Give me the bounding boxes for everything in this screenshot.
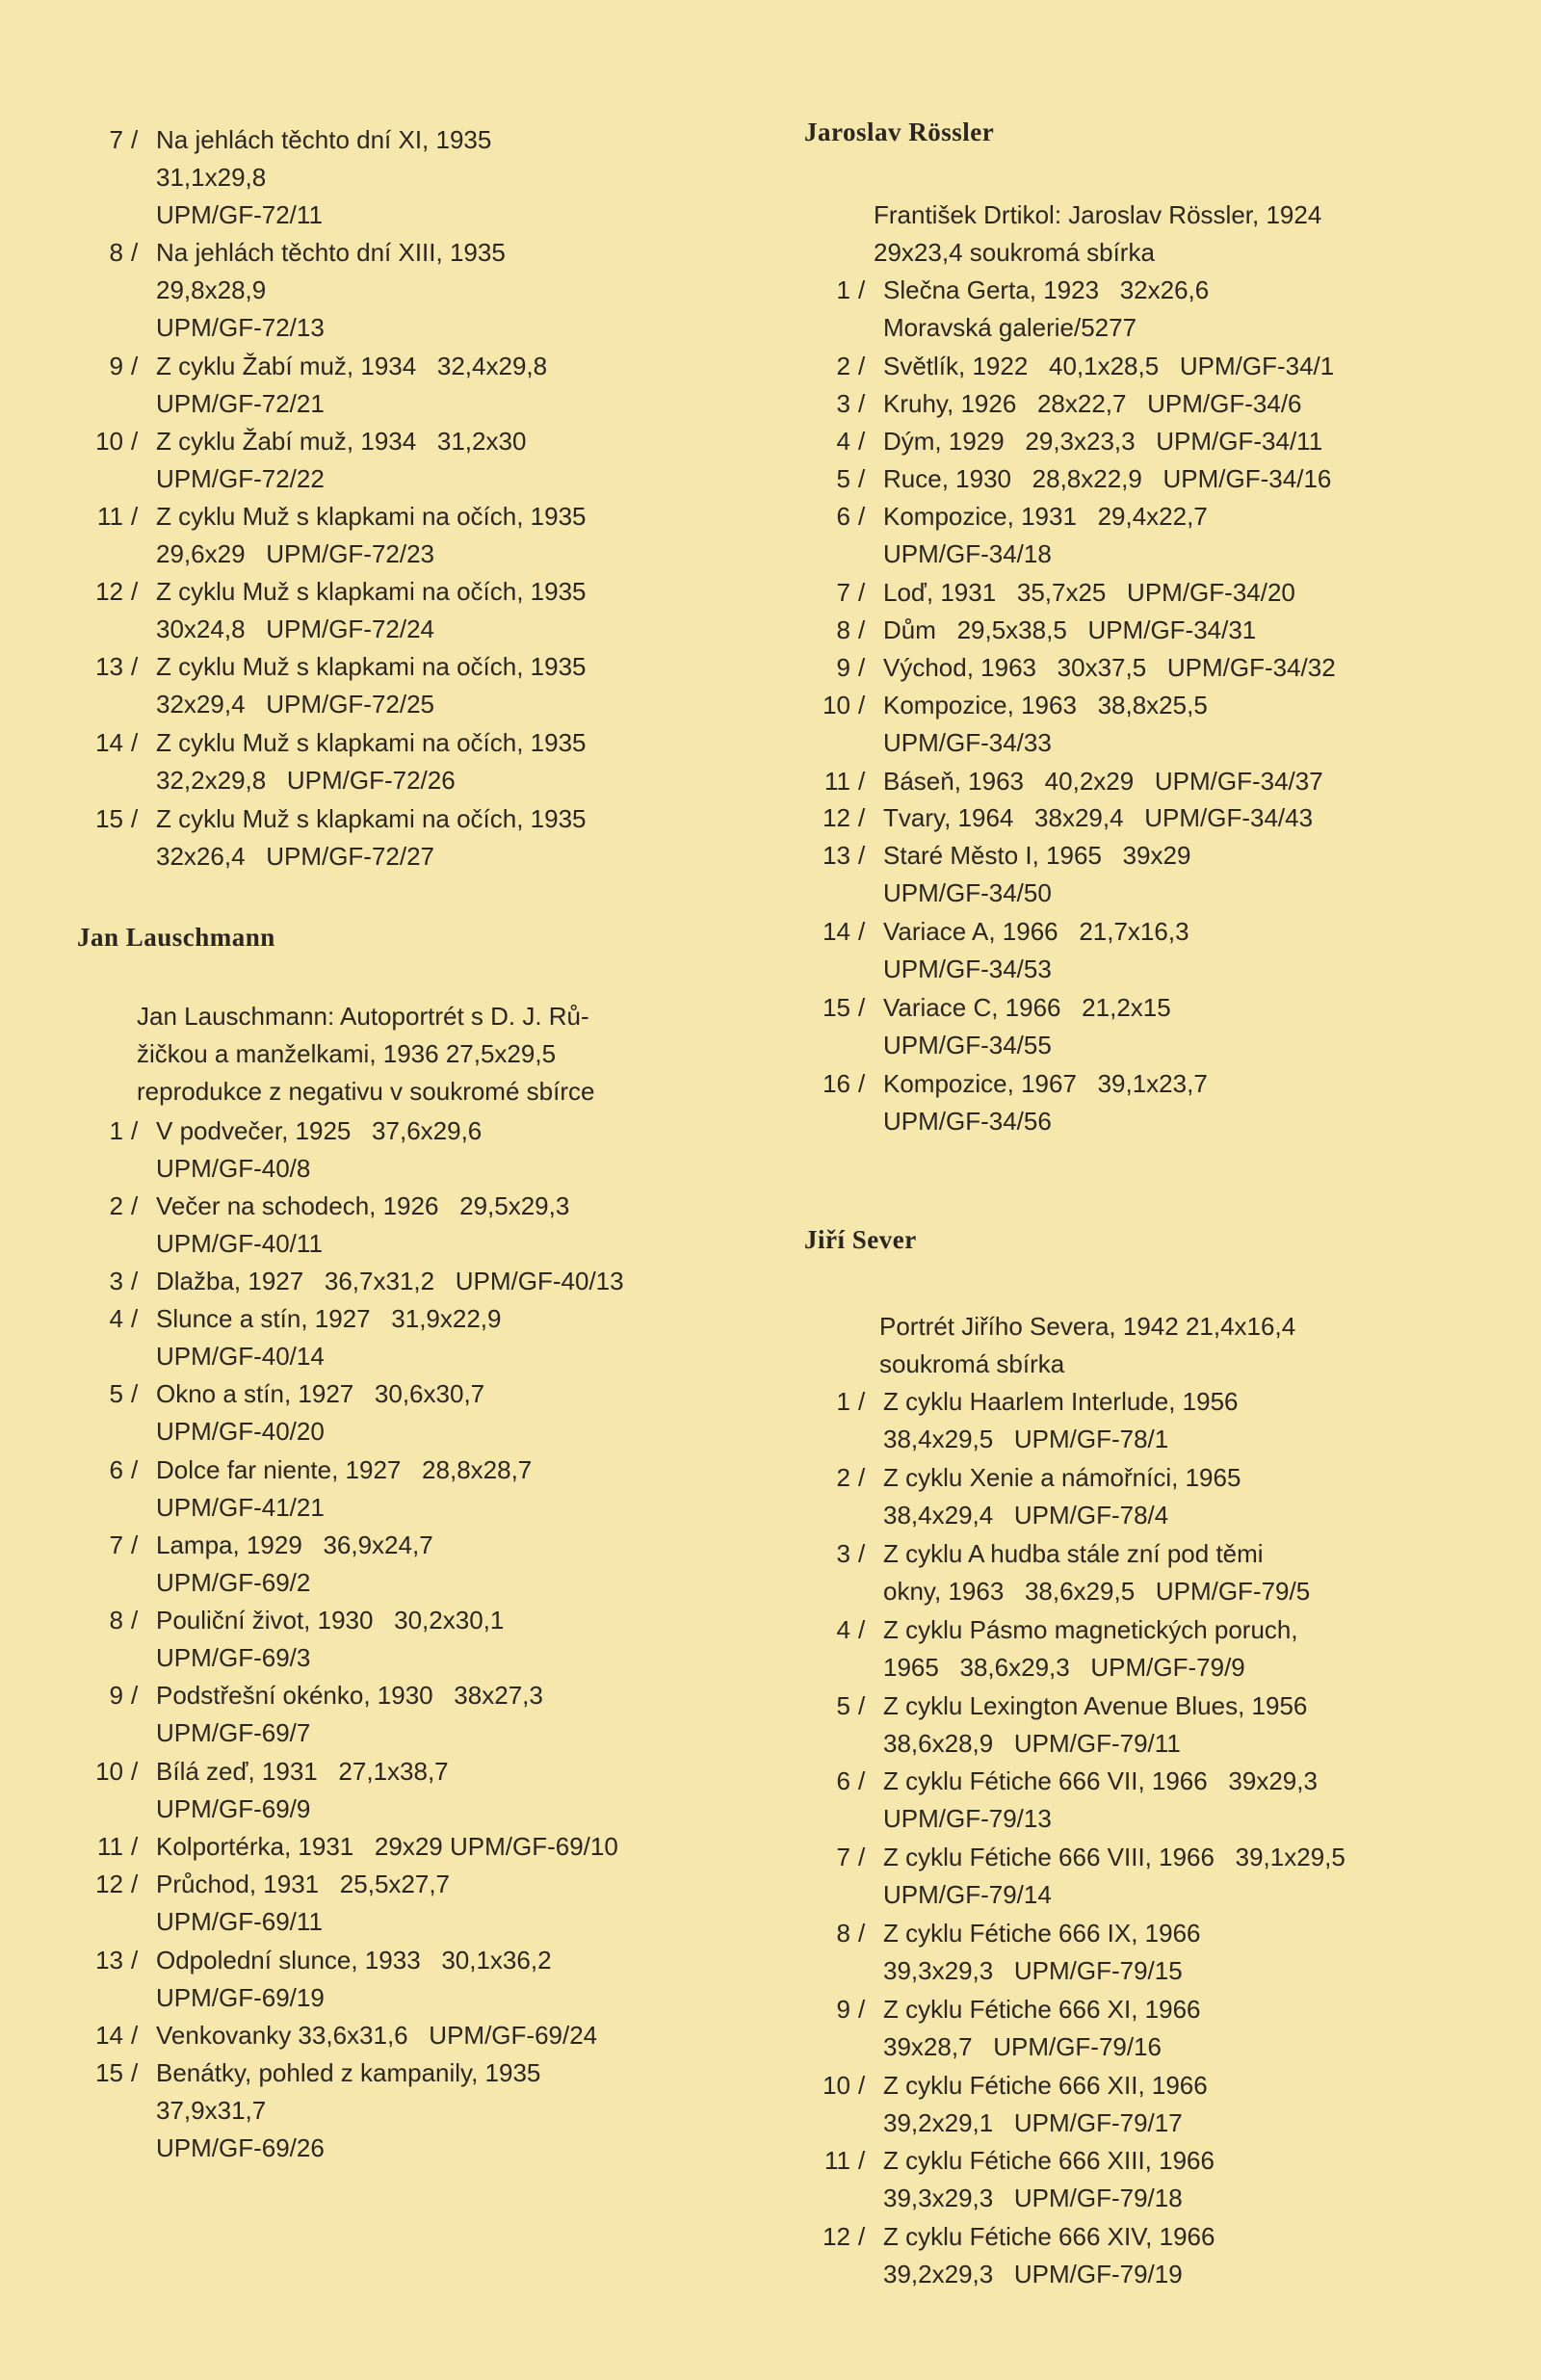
- entry-number: 9: [836, 1995, 850, 2024]
- entry-separator: /: [858, 427, 866, 456]
- entry-title: Z cyklu Žabí muž, 1934 32,4x29,8: [156, 352, 548, 380]
- entry-separator: /: [858, 1069, 866, 1098]
- entry-number: 12: [95, 577, 123, 606]
- entry-number: 7: [109, 1530, 123, 1559]
- entry-title: Dolce far niente, 1927 28,8x28,7: [156, 1455, 533, 1484]
- entry-number: 10: [95, 427, 123, 456]
- entry-separator: /: [858, 615, 866, 644]
- entry-title: Z cyklu Haarlem Interlude, 1956: [883, 1387, 1239, 1416]
- entry-title: Z cyklu A hudba stále zní pod těmi: [883, 1539, 1264, 1568]
- entry-separator: /: [858, 917, 866, 946]
- entry-separator: /: [131, 728, 139, 757]
- entry-separator: /: [131, 1870, 139, 1898]
- entry-title: Z cyklu Muž s klapkami na očích, 1935: [156, 804, 587, 833]
- entry-title: Světlík, 1922 40,1x28,5 UPM/GF-34/1: [883, 352, 1335, 380]
- entry-title: Východ, 1963 30x37,5 UPM/GF-34/32: [883, 653, 1336, 682]
- entry-title: Z cyklu Žabí muž, 1934 31,2x30: [156, 427, 527, 456]
- entry-number: 8: [109, 238, 123, 267]
- entry-detail: 32x29,4 UPM/GF-72/25: [156, 690, 435, 719]
- entry-number: 4: [109, 1304, 123, 1333]
- entry-separator: /: [858, 1387, 866, 1416]
- entry-number: 8: [836, 1919, 850, 1948]
- entry-number: 6: [836, 502, 850, 531]
- entry-title: Okno a stín, 1927 30,6x30,7: [156, 1379, 485, 1408]
- entry-separator: /: [131, 502, 139, 531]
- entry-separator: /: [858, 464, 866, 493]
- entry-number: 10: [823, 2071, 850, 2100]
- entry-separator: /: [858, 2071, 866, 2100]
- entry-title: Z cyklu Fétiche 666 XII, 1966: [883, 2071, 1208, 2100]
- entry-separator: /: [858, 691, 866, 719]
- entry-number: 1: [836, 1387, 850, 1416]
- entry-title: Z cyklu Muž s klapkami na očích, 1935: [156, 577, 587, 606]
- entry-number: 9: [109, 1681, 123, 1710]
- entry-separator: /: [858, 2146, 866, 2175]
- entry-detail: UPM/GF-69/3: [156, 1643, 311, 1672]
- entry-separator: /: [131, 1455, 139, 1484]
- entry-number: 14: [95, 728, 123, 757]
- entry-number: 12: [95, 1870, 123, 1898]
- entry-detail: UPM/GF-72/21: [156, 389, 325, 418]
- entry-detail: UPM/GF-72/13: [156, 313, 325, 342]
- entry-separator: /: [858, 502, 866, 531]
- entry-number: 3: [836, 1539, 850, 1568]
- entry-separator: /: [131, 1267, 139, 1295]
- entry-number: 3: [836, 389, 850, 418]
- entry-detail: UPM/GF-34/18: [883, 539, 1052, 568]
- entry-title: Večer na schodech, 1926 29,5x29,3: [156, 1191, 570, 1220]
- entry-number: 7: [836, 578, 850, 607]
- entry-number: 8: [836, 615, 850, 644]
- entry-title: Báseň, 1963 40,2x29 UPM/GF-34/37: [883, 767, 1323, 796]
- entry-number: 15: [95, 2058, 123, 2087]
- entry-title: Slunce a stín, 1927 31,9x22,9: [156, 1304, 502, 1333]
- entry-number: 1: [109, 1116, 123, 1145]
- entry-title: Dlažba, 1927 36,7x31,2 UPM/GF-40/13: [156, 1267, 624, 1295]
- entry-title: Z cyklu Fétiche 666 IX, 1966: [883, 1919, 1201, 1948]
- entry-detail: 32x26,4 UPM/GF-72/27: [156, 842, 435, 871]
- entry-separator: /: [858, 389, 866, 418]
- entry-separator: /: [131, 1530, 139, 1559]
- entry-detail: okny, 1963 38,6x29,5 UPM/GF-79/5: [883, 1577, 1311, 1606]
- entry-title: Tvary, 1964 38x29,4 UPM/GF-34/43: [883, 803, 1314, 832]
- entry-separator: /: [858, 1539, 866, 1568]
- intro-line: 29x23,4 soukromá sbírka: [874, 238, 1155, 267]
- entry-detail: 38,6x28,9 UPM/GF-79/11: [883, 1729, 1181, 1758]
- entry-number: 6: [836, 1766, 850, 1795]
- entry-detail: Moravská galerie/5277: [883, 313, 1137, 342]
- section-heading-lauschmann: Jan Lauschmann: [77, 923, 275, 952]
- section-heading-sever: Jiří Sever: [804, 1225, 917, 1254]
- entry-title: V podvečer, 1925 37,6x29,6: [156, 1116, 483, 1145]
- entry-detail: UPM/GF-79/13: [883, 1804, 1052, 1833]
- entry-title: Z cyklu Xenie a námořníci, 1965: [883, 1463, 1241, 1492]
- entry-number: 5: [836, 464, 850, 493]
- entry-number: 10: [823, 691, 850, 719]
- entry-separator: /: [858, 2222, 866, 2251]
- entry-separator: /: [858, 1919, 866, 1948]
- entry-number: 8: [109, 1606, 123, 1635]
- entry-detail: 39,3x29,3 UPM/GF-79/18: [883, 2184, 1183, 2212]
- entry-number: 15: [823, 993, 850, 1022]
- entry-title: Podstřešní okénko, 1930 38x27,3: [156, 1681, 543, 1710]
- entry-number: 11: [824, 2146, 850, 2175]
- entry-detail: UPM/GF-79/14: [883, 1880, 1052, 1909]
- entry-title: Ruce, 1930 28,8x22,9 UPM/GF-34/16: [883, 464, 1332, 493]
- entry-detail: 39,3x29,3 UPM/GF-79/15: [883, 1956, 1183, 1985]
- entry-title: Kruhy, 1926 28x22,7 UPM/GF-34/6: [883, 389, 1302, 418]
- entry-title: Staré Město I, 1965 39x29: [883, 841, 1191, 870]
- entry-number: 3: [109, 1267, 123, 1295]
- entry-number: 14: [95, 2021, 123, 2050]
- entry-detail: 32,2x29,8 UPM/GF-72/26: [156, 766, 456, 795]
- entry-separator: /: [858, 275, 866, 304]
- entry-separator: /: [858, 803, 866, 832]
- entry-separator: /: [131, 1304, 139, 1333]
- entry-detail: UPM/GF-34/56: [883, 1107, 1052, 1136]
- entry-detail: UPM/GF-34/33: [883, 728, 1052, 757]
- intro-line: žičkou a manželkami, 1936 27,5x29,5: [137, 1039, 557, 1068]
- entry-detail: 39,2x29,1 UPM/GF-79/17: [883, 2108, 1183, 2137]
- entry-separator: /: [131, 1191, 139, 1220]
- entry-number: 13: [823, 841, 850, 870]
- entry-number: 7: [836, 1843, 850, 1871]
- entry-number: 11: [97, 502, 123, 531]
- entry-detail: UPM/GF-69/26: [156, 2133, 325, 2162]
- entry-detail: UPM/GF-40/8: [156, 1154, 311, 1183]
- entry-title: Z cyklu Fétiche 666 XIV, 1966: [883, 2222, 1215, 2251]
- entry-title: Benátky, pohled z kampanily, 1935: [156, 2058, 541, 2087]
- entry-detail: 38,4x29,5 UPM/GF-78/1: [883, 1425, 1169, 1453]
- entry-detail: UPM/GF-69/19: [156, 1983, 325, 2012]
- entry-separator: /: [858, 1995, 866, 2024]
- intro-line: František Drtikol: Jaroslav Rössler, 1924: [874, 200, 1322, 229]
- entry-detail: UPM/GF-40/20: [156, 1417, 325, 1446]
- entry-title: Z cyklu Fétiche 666 XIII, 1966: [883, 2146, 1215, 2175]
- entry-separator: /: [858, 352, 866, 380]
- entry-detail: UPM/GF-34/50: [883, 878, 1052, 907]
- entry-title: Dým, 1929 29,3x23,3 UPM/GF-34/11: [883, 427, 1323, 456]
- entry-separator: /: [131, 2021, 139, 2050]
- entry-detail: UPM/GF-34/53: [883, 955, 1052, 983]
- entry-title: Variace C, 1966 21,2x15: [883, 993, 1171, 1022]
- entry-separator: /: [131, 577, 139, 606]
- entry-detail: UPM/GF-41/21: [156, 1493, 325, 1522]
- entry-separator: /: [131, 1832, 139, 1861]
- entry-title: Z cyklu Muž s klapkami na očích, 1935: [156, 652, 587, 681]
- entry-title: Kolportérka, 1931 29x29 UPM/GF-69/10: [156, 1832, 618, 1861]
- entry-number: 5: [109, 1379, 123, 1408]
- rossler-intro: [874, 196, 1321, 272]
- entry-detail: UPM/GF-72/22: [156, 464, 325, 493]
- entry-title: Z cyklu Pásmo magnetických poruch,: [883, 1615, 1298, 1644]
- entry-number: 13: [95, 1946, 123, 1975]
- entry-detail: 39x28,7 UPM/GF-79/16: [883, 2032, 1162, 2061]
- entry-separator: /: [131, 427, 139, 456]
- entry-separator: /: [131, 1757, 139, 1786]
- entry-number: 16: [823, 1069, 850, 1098]
- entry-separator: /: [858, 841, 866, 870]
- entry-title: Odpolední slunce, 1933 30,1x36,2: [156, 1946, 552, 1975]
- intro-line: reprodukce z negativu v soukromé sbírce: [137, 1077, 595, 1106]
- entry-separator: /: [131, 1379, 139, 1408]
- entry-title: Průchod, 1931 25,5x27,7: [156, 1870, 451, 1898]
- entry-separator: /: [131, 1946, 139, 1975]
- entry-title: Z cyklu Fétiche 666 VII, 1966 39x29,3: [883, 1766, 1318, 1795]
- entry-title: Venkovanky 33,6x31,6 UPM/GF-69/24: [156, 2021, 598, 2050]
- entry-number: 14: [823, 917, 850, 946]
- entry-separator: /: [858, 1615, 866, 1644]
- entry-number: 12: [823, 803, 850, 832]
- entry-number: 7: [109, 125, 123, 154]
- intro-line: soukromá sbírka: [879, 1349, 1065, 1378]
- entry-number: 6: [109, 1455, 123, 1484]
- entry-separator: /: [858, 653, 866, 682]
- entry-number: 13: [95, 652, 123, 681]
- entry-number: 15: [95, 804, 123, 833]
- entry-detail: 30x24,8 UPM/GF-72/24: [156, 615, 435, 643]
- entry-title: Z cyklu Muž s klapkami na očích, 1935: [156, 728, 587, 757]
- intro-line: Portrét Jiřího Severa, 1942 21,4x16,4: [879, 1312, 1296, 1341]
- entry-detail: UPM/GF-72/11: [156, 200, 323, 229]
- entry-title: Z cyklu Muž s klapkami na očích, 1935: [156, 502, 587, 531]
- entry-separator: /: [858, 1463, 866, 1492]
- entry-detail: UPM/GF-40/14: [156, 1342, 325, 1371]
- entry-detail: 38,4x29,4 UPM/GF-78/4: [883, 1501, 1169, 1530]
- entry-separator: /: [131, 1681, 139, 1710]
- entry-separator: /: [858, 993, 866, 1022]
- entry-separator: /: [131, 804, 139, 833]
- entry-separator: /: [858, 1691, 866, 1720]
- entry-detail: 31,1x29,8: [156, 163, 267, 192]
- entry-separator: /: [858, 1766, 866, 1795]
- entry-detail: UPM/GF-69/7: [156, 1718, 311, 1747]
- entry-detail: 29,8x28,9: [156, 275, 267, 304]
- entry-number: 4: [836, 427, 850, 456]
- entry-detail: UPM/GF-40/11: [156, 1229, 323, 1258]
- entry-detail: 1965 38,6x29,3 UPM/GF-79/9: [883, 1653, 1245, 1682]
- entry-number: 9: [109, 352, 123, 380]
- entry-separator: /: [131, 125, 139, 154]
- entry-separator: /: [131, 1116, 139, 1145]
- entry-title: Slečna Gerta, 1923 32x26,6: [883, 275, 1210, 304]
- entry-title: Bílá zeď, 1931 27,1x38,7: [156, 1757, 449, 1786]
- entry-title: Na jehlách těchto dní XIII, 1935: [156, 238, 506, 267]
- entry-detail: UPM/GF-69/11: [156, 1907, 323, 1936]
- entry-title: Kompozice, 1967 39,1x23,7: [883, 1069, 1208, 1098]
- entry-separator: /: [858, 767, 866, 796]
- entry-separator: /: [858, 578, 866, 607]
- entry-title: Lampa, 1929 36,9x24,7: [156, 1530, 433, 1559]
- entry-title: Kompozice, 1931 29,4x22,7: [883, 502, 1208, 531]
- entry-title: Na jehlách těchto dní XI, 1935: [156, 125, 492, 154]
- entry-number: 9: [836, 653, 850, 682]
- entry-number: 1: [836, 275, 850, 304]
- entry-detail: 29,6x29 UPM/GF-72/23: [156, 539, 435, 568]
- entry-separator: /: [858, 1843, 866, 1871]
- entry-number: 5: [836, 1691, 850, 1720]
- entry-number: 2: [836, 1463, 850, 1492]
- entry-detail: UPM/GF-69/9: [156, 1794, 311, 1823]
- entry-number: 4: [836, 1615, 850, 1644]
- entry-detail: UPM/GF-34/55: [883, 1031, 1052, 1059]
- sever-intro: [879, 1308, 1295, 1383]
- entry-title: Z cyklu Fétiche 666 XI, 1966: [883, 1995, 1201, 2024]
- entry-title: Z cyklu Lexington Avenue Blues, 1956: [883, 1691, 1308, 1720]
- entry-title: Z cyklu Fétiche 666 VIII, 1966 39,1x29,5: [883, 1843, 1345, 1871]
- section-heading-rossler: Jaroslav Rössler: [804, 118, 995, 146]
- entry-separator: /: [131, 652, 139, 681]
- entry-number: 2: [836, 352, 850, 380]
- entry-separator: /: [131, 1606, 139, 1635]
- entry-title: Variace A, 1966 21,7x16,3: [883, 917, 1189, 946]
- entry-number: 11: [97, 1832, 123, 1861]
- entry-detail: UPM/GF-69/2: [156, 1568, 311, 1597]
- entry-number: 11: [824, 767, 850, 796]
- intro-line: Jan Lauschmann: Autoportrét s D. J. Rů-: [137, 1002, 589, 1031]
- entry-separator: /: [131, 2058, 139, 2087]
- entry-number: 12: [823, 2222, 850, 2251]
- entry-title: Loď, 1931 35,7x25 UPM/GF-34/20: [883, 578, 1295, 607]
- entry-separator: /: [131, 238, 139, 267]
- entry-title: Kompozice, 1963 38,8x25,5: [883, 691, 1208, 719]
- lauschmann-intro: [137, 998, 594, 1111]
- entry-title: Dům 29,5x38,5 UPM/GF-34/31: [883, 615, 1257, 644]
- entry-number: 10: [95, 1757, 123, 1786]
- entry-number: 2: [109, 1191, 123, 1220]
- entry-separator: /: [131, 352, 139, 380]
- entry-title: Pouliční život, 1930 30,2x30,1: [156, 1606, 505, 1635]
- entry-detail: 37,9x31,7: [156, 2096, 267, 2125]
- entry-detail: 39,2x29,3 UPM/GF-79/19: [883, 2260, 1183, 2288]
